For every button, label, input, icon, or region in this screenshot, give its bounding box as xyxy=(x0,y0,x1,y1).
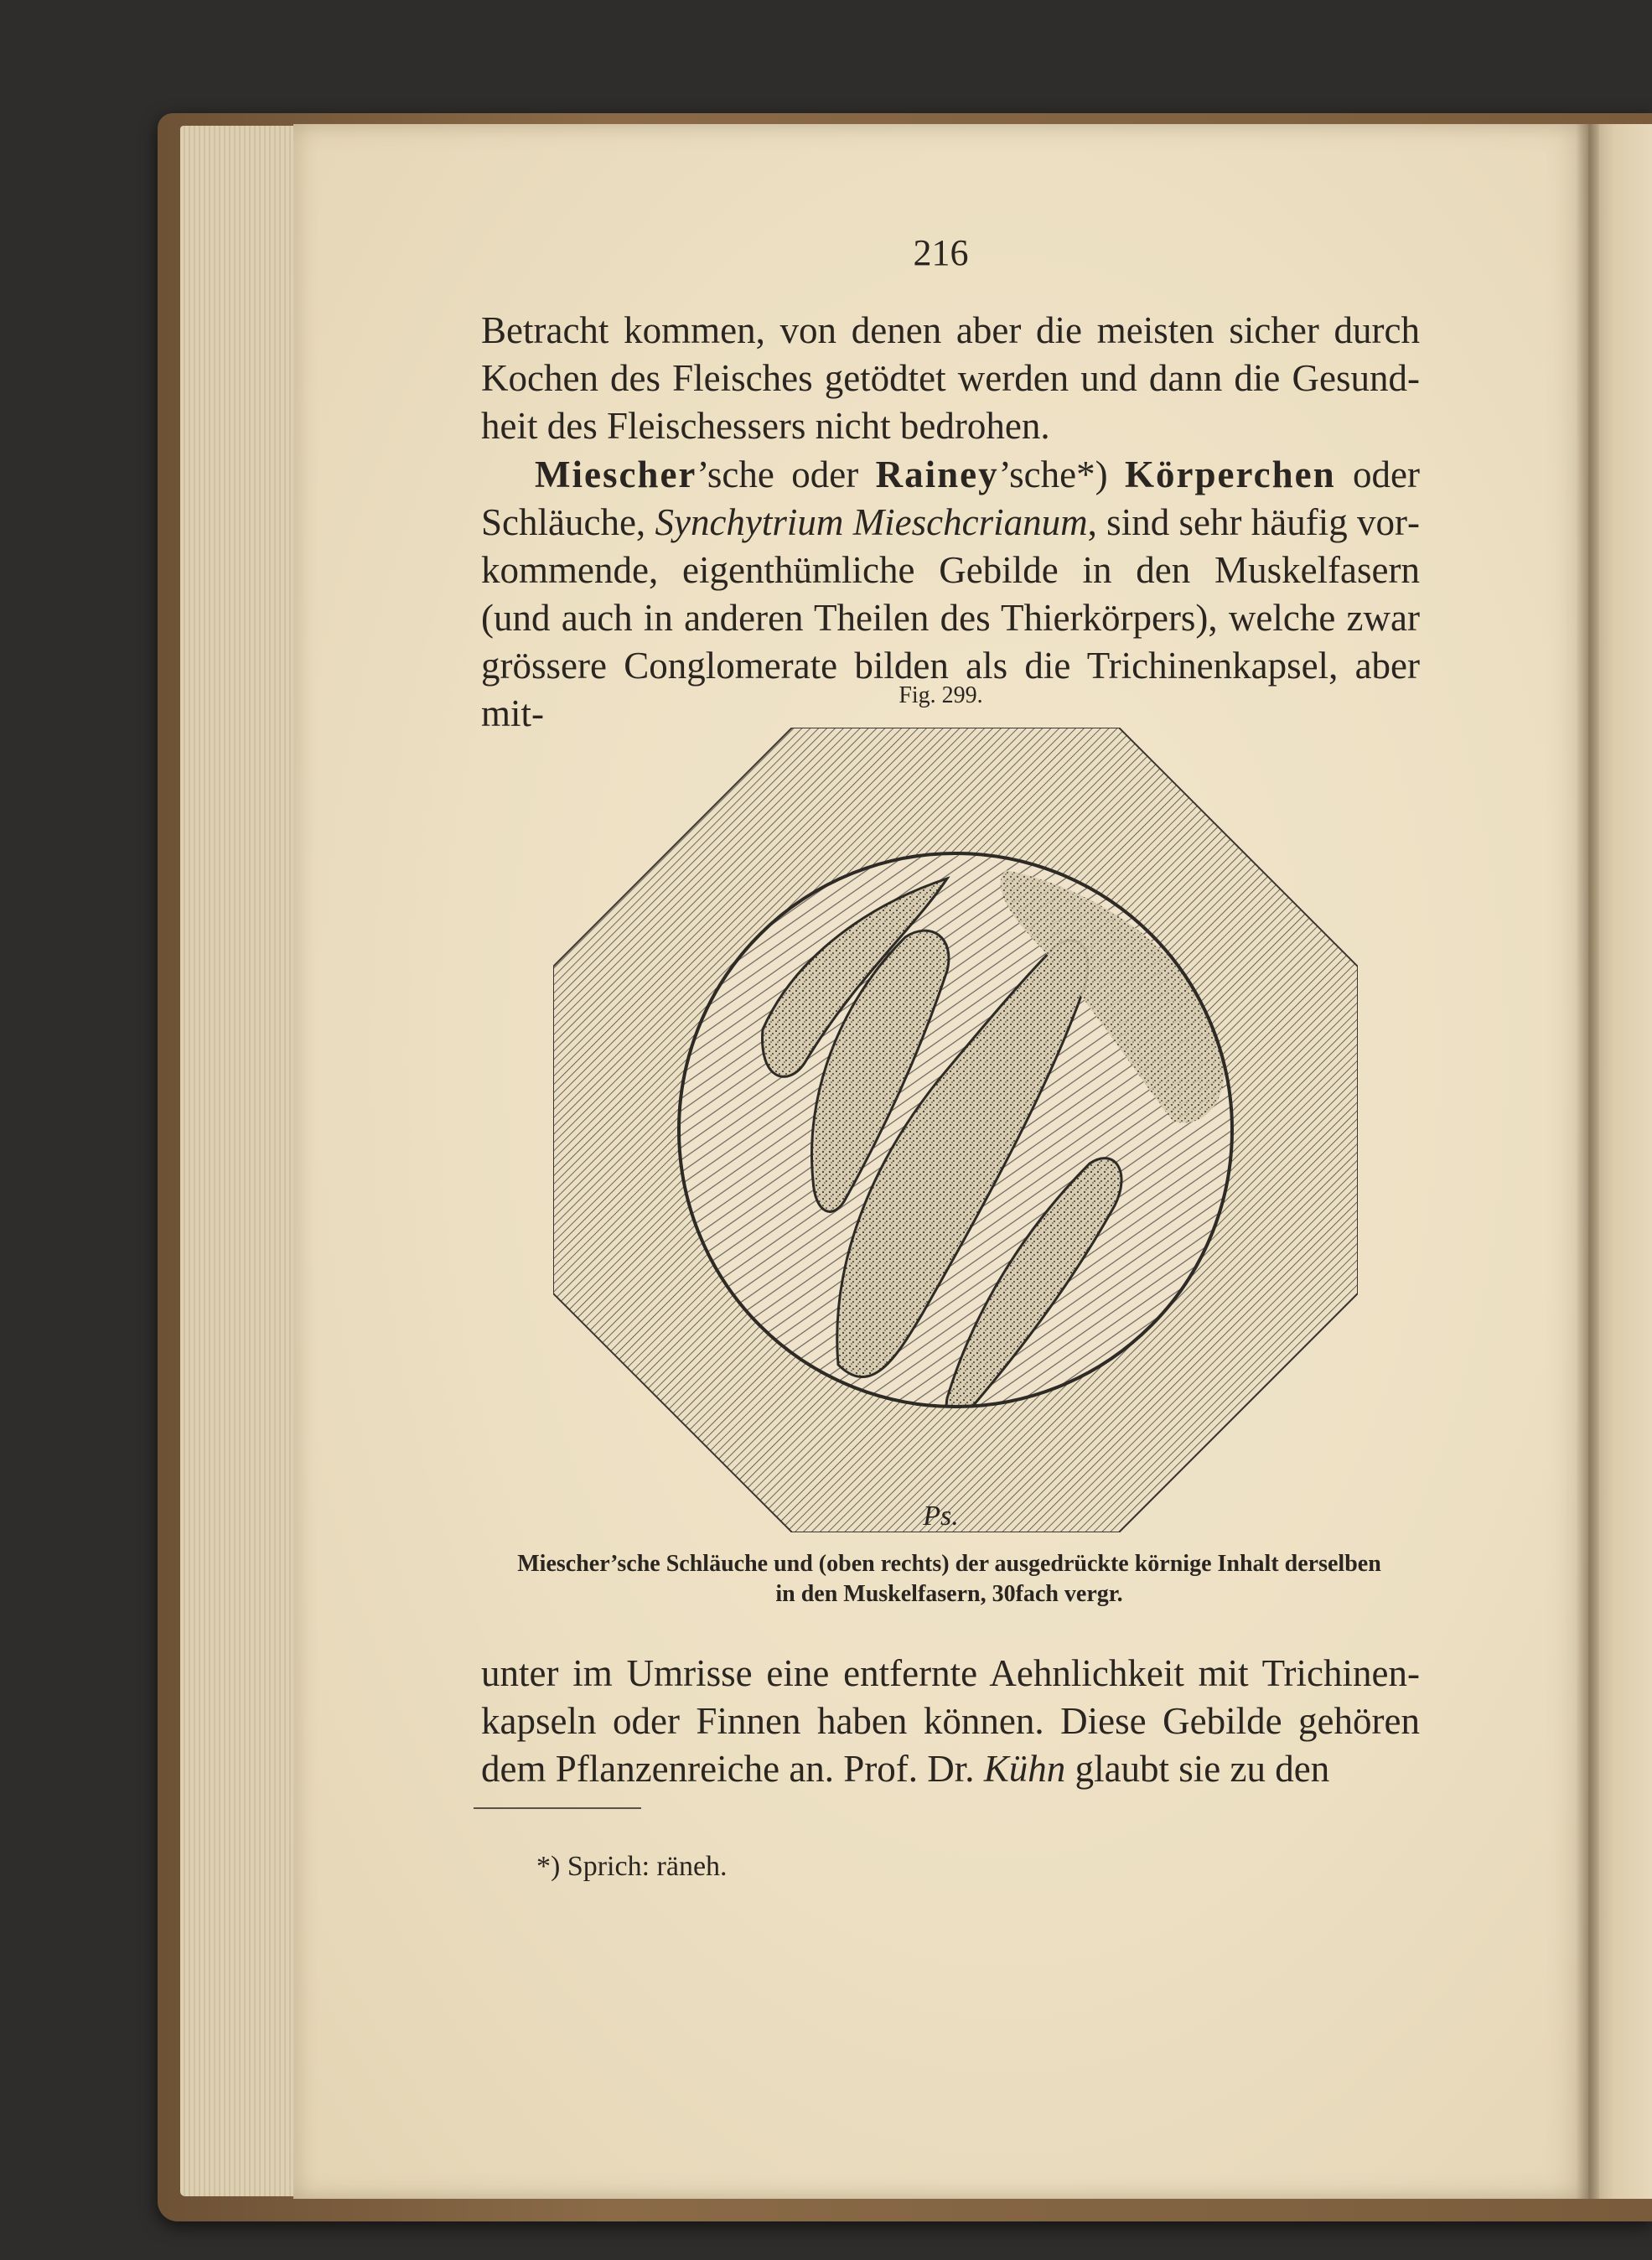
text-segment: unter im Umrisse eine entfernte Aehnlichkeit mit Trichinenkapseln oder Finnen haben können. Diese Gebilde gehören dem Pflanzenreiche an. Prof. Dr. xyxy=(481,1652,1420,1790)
caption-line-2: in den Muskelfasern, 30fach vergr. xyxy=(775,1581,1123,1607)
figure-tag: Ps. xyxy=(923,1501,959,1532)
page-edges xyxy=(180,126,306,2196)
paragraph-1: Betracht kommen, von denen aber die meisten sicher durch Kochen des Fleisches getödtet werden und dann die Gesundheit des Fleischessers nicht bedrohen. xyxy=(481,309,1420,447)
footnote-divider xyxy=(474,1807,641,1809)
figure-label: Fig. 299. xyxy=(899,682,983,708)
book-page xyxy=(293,124,1588,2199)
page-number: 216 xyxy=(913,232,969,273)
text-segment: oder Schläuche, xyxy=(481,454,1420,543)
text-segment: ’sche oder xyxy=(697,454,876,495)
text-segment: glaubt sie zu den xyxy=(1065,1748,1330,1790)
caption-line-1: Miescher’sche Schläuche und (oben rechts) der ausgedrückte körnige Inhalt derselben xyxy=(517,1551,1381,1577)
latin-name: Synchytrium Mieschcrianum xyxy=(655,501,1088,543)
text-segment: ’sche*) xyxy=(998,454,1125,495)
footnote: *) Sprich: räneh. xyxy=(536,1851,728,1882)
spine-shadow xyxy=(1576,124,1599,2199)
name-kuehn: Kühn xyxy=(983,1748,1066,1790)
figure-illustration xyxy=(553,728,1358,1532)
figure-caption xyxy=(453,1549,1446,1609)
term-koerperchen: Körperchen xyxy=(1125,454,1336,495)
text-segment: , sind sehr häufig vorkommende, eigenthümliche Gebilde in den Muskelfasern (und auch in anderen Theilen des Thierkörpers), welche zwar grössere Conglomerate bilden als die Trichinenkapsel, aber mit- xyxy=(481,501,1420,734)
name-rainey: Rainey xyxy=(875,454,999,495)
paragraph-3 xyxy=(481,1650,1420,1793)
name-miescher: Miescher xyxy=(535,454,697,495)
